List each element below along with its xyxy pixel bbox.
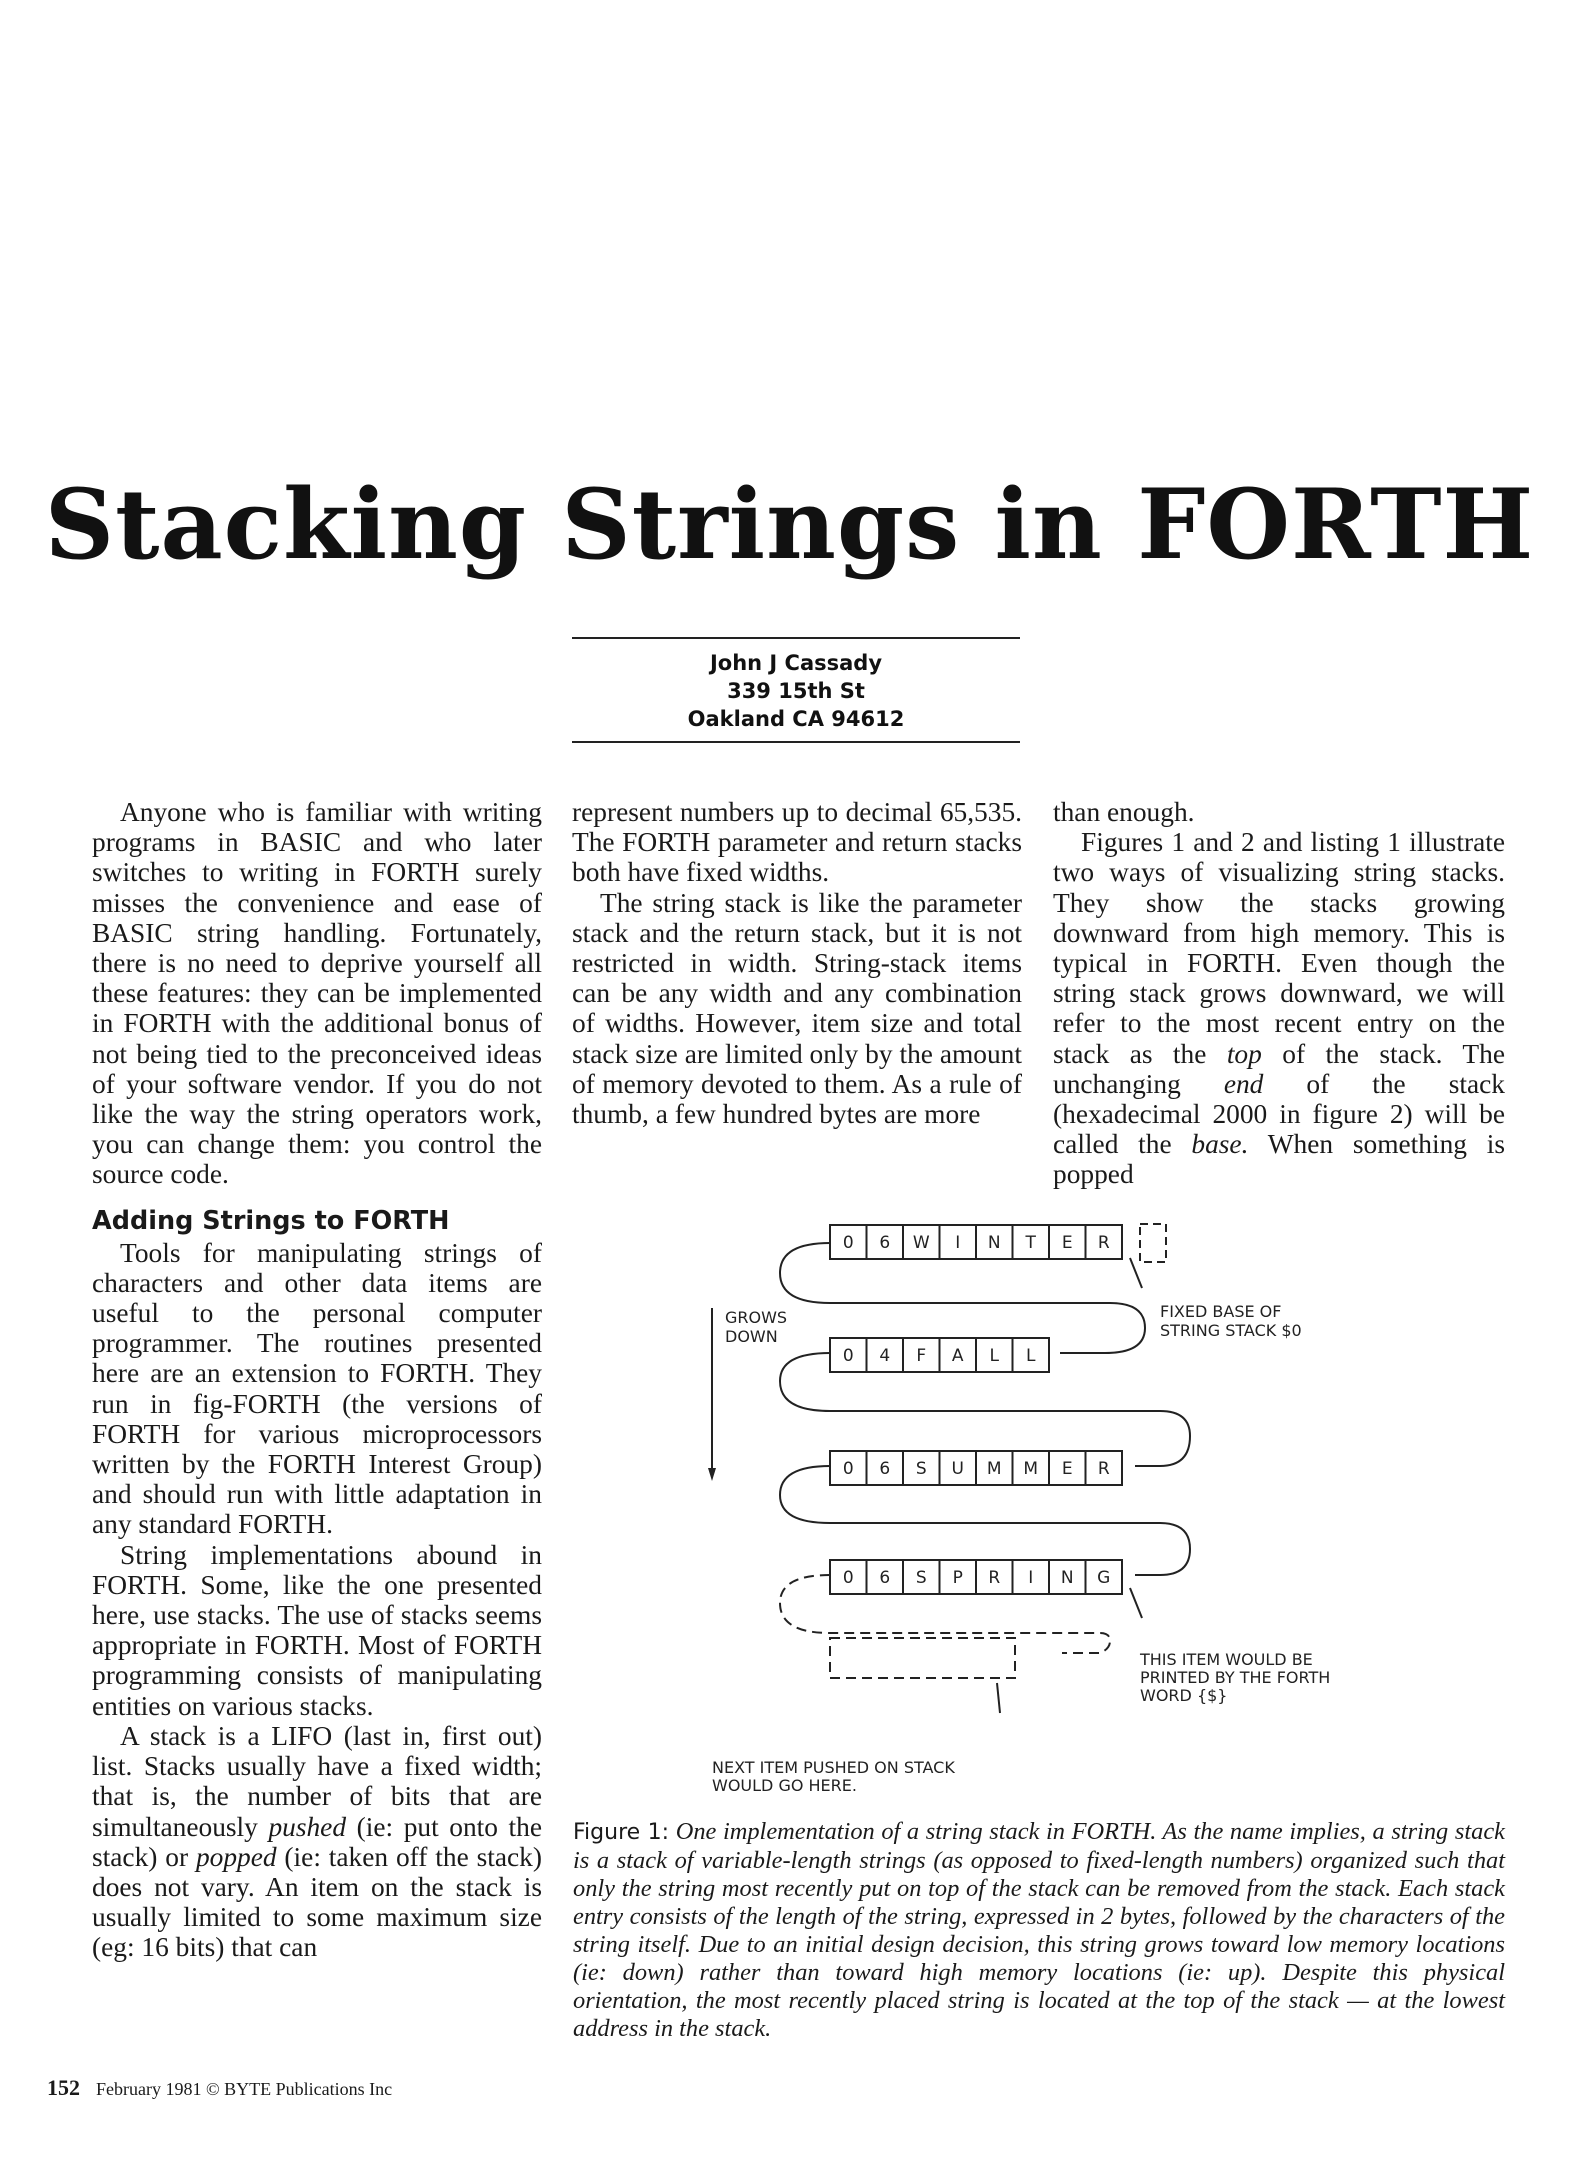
footer-text: February 1981 © BYTE Publications Inc bbox=[96, 2079, 393, 2099]
stack-cell-char: W bbox=[912, 1233, 930, 1253]
stack-cell-char: R bbox=[988, 1568, 1001, 1588]
paragraph: Anyone who is familiar with writing programs in BASIC and who later switches to writing in FORTH surely misses the convenience and ease of BASIC string handling. Fortunately, there is no need to deprive yourself all these features: they can be implemented in FORTH with the additional bonus of not being tied to the preconceived ideas of your software vendor. If you do not like the way the string operators work, you can change them: you control the source code. bbox=[92, 797, 542, 1190]
stack-cell-char: 0 bbox=[842, 1459, 854, 1479]
page-number: 152 bbox=[47, 2075, 80, 2100]
string-stack-rows bbox=[830, 1225, 1122, 1594]
grows-label: GROWS bbox=[725, 1308, 788, 1327]
stack-cell-char: P bbox=[952, 1568, 963, 1588]
printed-label: PRINTED BY THE FORTH bbox=[1140, 1668, 1331, 1687]
column-3 bbox=[1053, 797, 1505, 1190]
stack-cell-char: 6 bbox=[879, 1568, 891, 1588]
base-label: STRING STACK $0 bbox=[1160, 1321, 1302, 1340]
article-title: Stacking Strings in FORTH bbox=[44, 468, 1535, 581]
stack-cell-char: I bbox=[955, 1233, 961, 1253]
stack-cell-char: E bbox=[1061, 1459, 1073, 1479]
next-item-label: NEXT ITEM PUSHED ON STACK bbox=[712, 1758, 955, 1777]
page-footer bbox=[47, 2075, 392, 2101]
stack-cell-char: F bbox=[916, 1346, 927, 1366]
paragraph: Tools for manipulating strings of characters and other data items are useful to the personal computer programmer. The routines presented here are an extension to FORTH. They run in fig-FORTH (the versions of FORTH for various microprocessors written by the FORTH Interest Group) and should run with little adaptation in any standard FORTH. bbox=[92, 1237, 542, 1540]
author-byline bbox=[572, 637, 1020, 743]
stack-cell-char: E bbox=[1061, 1233, 1073, 1253]
stack-cell-char: R bbox=[1097, 1233, 1110, 1253]
figure-1-diagram bbox=[700, 1213, 1400, 1813]
stack-cell-char: S bbox=[915, 1459, 927, 1479]
caption-text: One implementation of a string stack in FORTH. As the name implies, a string stack is a stack of variable-length strings (as opposed to fixed-length numbers) organized such that only the string most recently put on top of the stack can be removed from the stack. Each stack entry consists of the length of the string, expressed in 2 bytes, followed by the characters of the string itself. Due to an initial design decision, this string grows toward low memory locations (ie: down) rather than toward high memory locations (ie: up). Despite this physical orientation, the most recently placed string is located at the top of the stack — at the lowest address in the stack. bbox=[573, 1818, 1505, 2042]
stack-cell-char: L bbox=[1026, 1346, 1036, 1366]
column-1 bbox=[92, 797, 542, 1963]
paragraph: The string stack is like the parameter stack and the return stack, but it is not restricted in width. String-stack items can be any width and any combination of widths. However, item size and total stack size are limited only by the amount of memory devoted to them. As a rule of thumb, a few hundred bytes are more bbox=[572, 887, 1022, 1130]
stack-cell-char: 6 bbox=[879, 1459, 891, 1479]
stack-cell-char: A bbox=[951, 1346, 964, 1366]
next-item-label: WOULD GO HERE. bbox=[712, 1776, 857, 1795]
author-city: Oakland CA 94612 bbox=[687, 707, 905, 731]
stack-cell-char: 0 bbox=[842, 1346, 854, 1366]
stack-cell-char: S bbox=[915, 1568, 927, 1588]
stack-cell-char: 4 bbox=[879, 1346, 891, 1366]
stack-cell-char: M bbox=[1023, 1459, 1039, 1479]
grows-label: DOWN bbox=[725, 1327, 778, 1346]
paragraph: than enough. bbox=[1053, 797, 1195, 827]
section-heading: Adding Strings to FORTH bbox=[92, 1205, 450, 1236]
stack-cell-char: G bbox=[1097, 1568, 1111, 1588]
stack-cell-char: 0 bbox=[842, 1568, 854, 1588]
stack-cell-char: M bbox=[986, 1459, 1002, 1479]
author-name: John J Cassady bbox=[709, 651, 883, 675]
stack-cell-char: R bbox=[1097, 1459, 1110, 1479]
paragraph: represent numbers up to decimal 65,535. The FORTH parameter and return stacks both have fixed widths. bbox=[572, 797, 1022, 888]
printed-label: WORD {$} bbox=[1140, 1686, 1228, 1705]
base-label: FIXED BASE OF bbox=[1160, 1302, 1282, 1321]
stack-cell-char: U bbox=[951, 1459, 964, 1479]
caption-label: Figure 1: bbox=[573, 1820, 670, 1845]
stack-cell-char: T bbox=[1025, 1233, 1036, 1253]
stack-cell-char: N bbox=[987, 1233, 1001, 1253]
stack-cell-char: I bbox=[1028, 1568, 1034, 1588]
stack-cell-char: L bbox=[989, 1346, 999, 1366]
stack-cell-char: 6 bbox=[879, 1233, 891, 1253]
paragraph: A stack is a LIFO (last in, first out) list. Stacks usually have a fixed width; that is, the number of bits that are simultaneously pushed (ie: put onto the stack) or popped (ie: taken off the stack) does not vary. An item on the stack is usually limited to some maximum size (eg: 16 bits) that can bbox=[92, 1720, 542, 1963]
paragraph: Figures 1 and 2 and listing 1 illustrate two ways of visualizing string stacks. They show the stacks growing downward from high memory. This is typical in FORTH. Even though the string stack grows downward, we will refer to the most recent entry on the stack as the top of the stack. The unchanging end of the stack (hexadecimal 2000 in figure 2) will be called the base. When something is popped bbox=[1053, 827, 1506, 1190]
stack-cell-char: N bbox=[1060, 1568, 1074, 1588]
figure-caption bbox=[573, 1818, 1505, 2043]
stack-cell-char: 0 bbox=[842, 1233, 854, 1253]
author-street: 339 15th St bbox=[727, 679, 865, 703]
column-2 bbox=[572, 797, 1022, 1129]
paragraph: String implementations abound in FORTH. Some, like the one presented here, use stacks. The use of stacks seems appropriate in FORTH. Most of FORTH programming consists of manipulating entities on various stacks. bbox=[92, 1539, 542, 1721]
printed-label: THIS ITEM WOULD BE bbox=[1140, 1650, 1313, 1669]
